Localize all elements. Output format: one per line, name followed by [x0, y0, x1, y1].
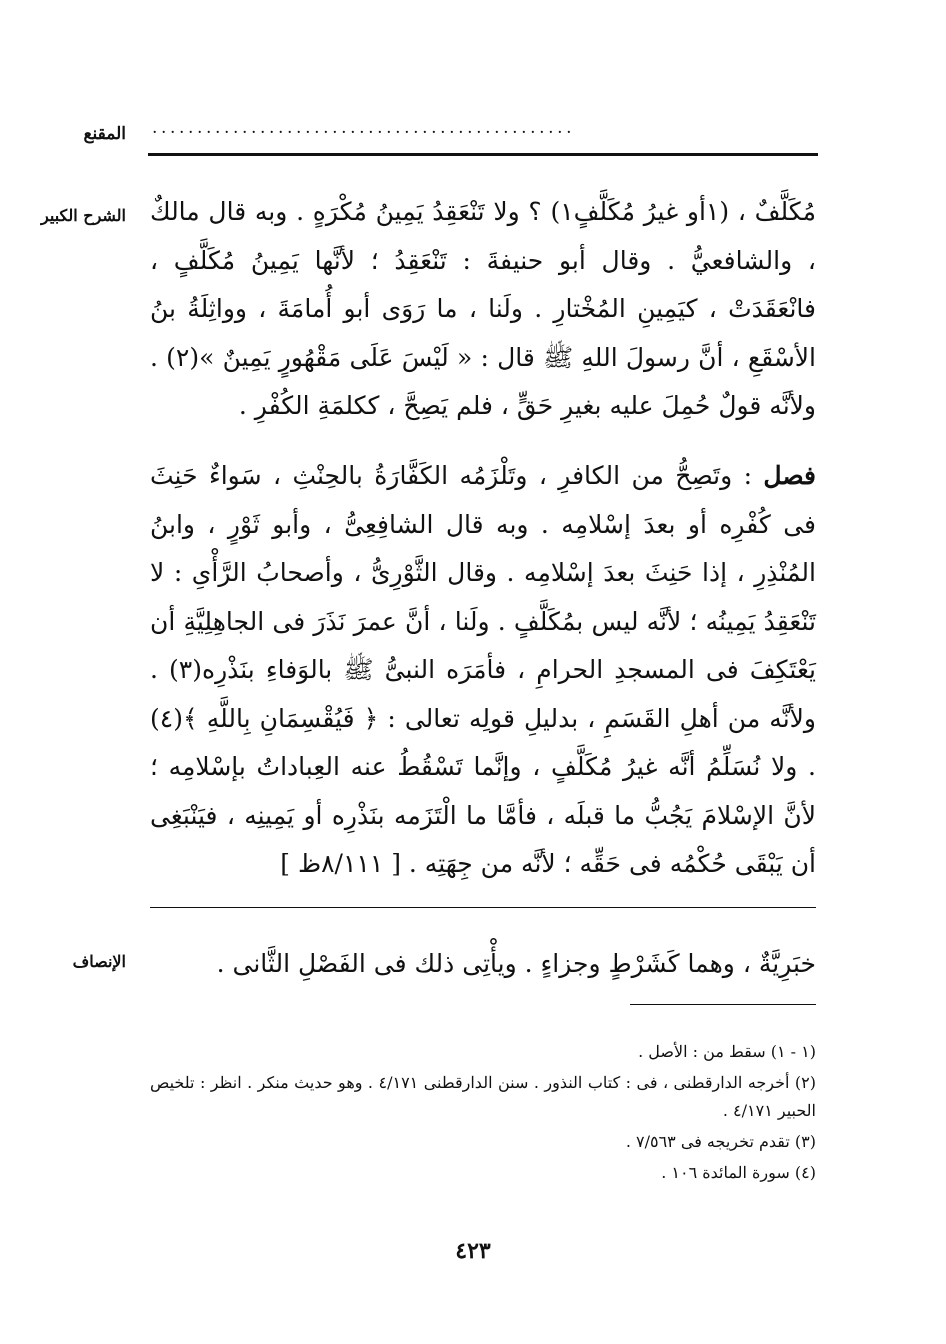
fasl-heading: فصل: [763, 461, 816, 490]
sharh-paragraph-2-body: : وتَصِحُّ من الكافرِ ، وتَلْزَمُه الكَفَّارَةُ بالحِنْثِ ، سَواءٌ حَنِثَ فى كُفْرِه أو بعدَ إسْلامِه . وبه قال الشافِعِىُّ ، وأبو ثَوْرٍ ، وابنُ المُنْذِرِ ، إذا حَنِثَ بعدَ إسْلامِه . وقال الثَّوْرِىُّ ، وأصحابُ الرَّأْىِ : لا تَنْعَقِدُ يَمِينُه ؛ لأنَّه ليس بمُكَلَّفٍ . ولَنا ، أنَّ عمرَ نَذَرَ فى الجاهِلِيَّةِ أن يَعْتَكِفَ فى المسجدِ الحرامِ ، فأمَرَه النبىُّ ﷺ بالوَفاءِ بنَذْرِه(٣) . ولأنَّه من أهلِ القَسَمِ ، بدليلِ قولِه تعالى : ﴿ فَيُقْسِمَانِ بِاللَّهِ ﴾(٤) . ولا نُسَلِّمُ أنَّه غيرُ مُكَلَّفٍ ، وإنَّما تَسْقُطُ عنه العِباداتُ بإسْلامِه ؛ لأنَّ الإسْلامَ يَجُبُّ ما قبلَه ، فأمَّا ما الْتَزَمه بنَذْرِه أو يَمِينِه ، فيَنْبَغِى أن يَبْقَى حُكْمُه فى حَقِّه ؛ لأنَّه من جِهَتِه . [ ٨/١١١ظ ]: [150, 461, 816, 878]
footnotes: [150, 1038, 816, 1190]
header-dotted-leader: ...............................................: [152, 118, 576, 138]
footnote-1: (١ - ١) سقط من : الأصل .: [638, 1042, 816, 1061]
running-header-title: المقنع: [83, 124, 126, 144]
insaf-text: خبَرِيَّةٌ ، وهما كَشَرْطٍ وجزاءٍ . ويأْتِى ذلك فى الفَصْلِ الثَّانى .: [216, 949, 816, 978]
sharh-paragraph-1: مُكَلَّفٌ ، (١أو غيرُ مُكَلَّفٍ١) ؟ ولا تَنْعَقِدُ يَمِينُ مُكْرَهٍ . وبه قال مالكٌ ، والشافعيُّ . وقال أبو حنيفةَ : تَنْعَقِدُ ؛ لأنَّها يَمِينُ مُكَلَّفٍ ، فانْعَقَدَتْ ، كيَمِينِ المُخْتارِ . ولَنا ، ما رَوَى أبو أُمامَةَ ، وواثِلَةُ بنُ الأسْقَعِ ، أنَّ رسولَ اللهِ ﷺ قال : « لَيْسَ عَلَى مَقْهُورٍ يَمِينٌ »(٢) . ولأنَّه قولٌ حُمِلَ عليه بغيرِ حَقٍّ ، فلم يَصِحَّ ، ككلمَةِ الكُفْرِ .: [150, 197, 816, 420]
sharh-paragraph-2: [150, 452, 816, 889]
header-rule: [148, 153, 818, 156]
footnote-divider: [630, 1004, 816, 1005]
footnote-3: (٣) تقدم تخريجه فى ٧/٥٦٣ .: [625, 1132, 816, 1151]
footnote-4: (٤) سورة المائدة ١٠٦ .: [661, 1163, 816, 1182]
page-number: ٤٢٣: [455, 1238, 491, 1264]
section-divider: [150, 907, 816, 908]
sidebar-label-insaf: الإنصاف: [72, 952, 126, 971]
footnote-2: (٢) أخرجه الدارقطنى ، فى : كتاب النذور . سنن الدارقطنى ٤/١٧١ . وهو حديث منكر . انظر : تلخيص الحبير ٤/١٧١ .: [150, 1073, 816, 1120]
sidebar-label-sharh: الشرح الكبير: [41, 206, 126, 225]
